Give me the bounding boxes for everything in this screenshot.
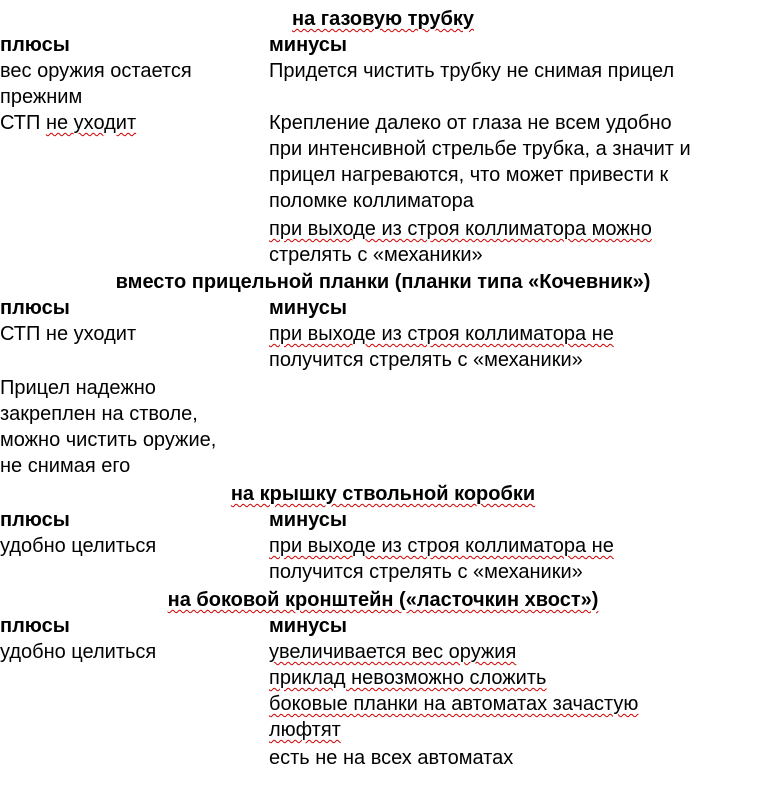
section-title-gas-tube: на газовую трубку xyxy=(291,8,475,30)
plus-header: плюсы xyxy=(0,34,70,56)
minus-line: получится стрелять с «механики» xyxy=(269,561,583,583)
minus-line: стрелять с «механики» xyxy=(269,244,483,266)
minus-line: прицел нагреваются, что может привести к xyxy=(269,164,669,186)
minus-header: минусы xyxy=(269,34,347,56)
plus-line: прежним xyxy=(0,86,83,108)
plus-line: не снимая его xyxy=(0,455,131,477)
minus-line: при выходе из строя коллиматора можно xyxy=(269,218,652,240)
plus-line: СТП не уходит xyxy=(0,323,137,345)
minus-line: при выходе из строя коллиматора не xyxy=(269,535,614,557)
plus-line: удобно целиться xyxy=(0,641,157,663)
plus-line: вес оружия остается xyxy=(0,60,192,82)
plus-line: закреплен на стволе, xyxy=(0,403,198,425)
minus-header: минусы xyxy=(269,509,347,531)
plus-header: плюсы xyxy=(0,297,70,319)
minus-header: минусы xyxy=(269,297,347,319)
plus-line: СТП не уходит xyxy=(0,112,137,134)
minus-header: минусы xyxy=(269,615,347,637)
section-title-sight-rail: вместо прицельной планки (планки типа «Кочевник») xyxy=(115,271,651,293)
minus-line: получится стрелять с «механики» xyxy=(269,349,583,371)
minus-line: есть не на всех автоматах xyxy=(269,747,514,769)
section-title-side-mount: на боковой кронштейн («ласточкин хвост») xyxy=(167,589,599,611)
minus-line: увеличивается вес оружия xyxy=(269,641,517,663)
plus-line: удобно целиться xyxy=(0,535,157,557)
minus-line: поломке коллиматора xyxy=(269,190,474,212)
plus-header: плюсы xyxy=(0,615,70,637)
minus-line: Крепление далеко от глаза не всем удобно xyxy=(269,112,672,134)
section-title-receiver-cover: на крышку ствольной коробки xyxy=(230,483,536,505)
plus-line: Прицел надежно xyxy=(0,377,156,399)
minus-line: Придется чистить трубку не снимая прицел xyxy=(269,60,675,82)
minus-line: боковые планки на автоматах зачастую xyxy=(269,693,639,715)
minus-line: при интенсивной стрельбе трубка, а значит и xyxy=(269,138,691,160)
plus-header: плюсы xyxy=(0,509,70,531)
minus-line: приклад невозможно сложить xyxy=(269,667,547,689)
plus-line: можно чистить оружие, xyxy=(0,429,217,451)
minus-line: люфтят xyxy=(269,719,341,741)
minus-line: при выходе из строя коллиматора не xyxy=(269,323,614,345)
